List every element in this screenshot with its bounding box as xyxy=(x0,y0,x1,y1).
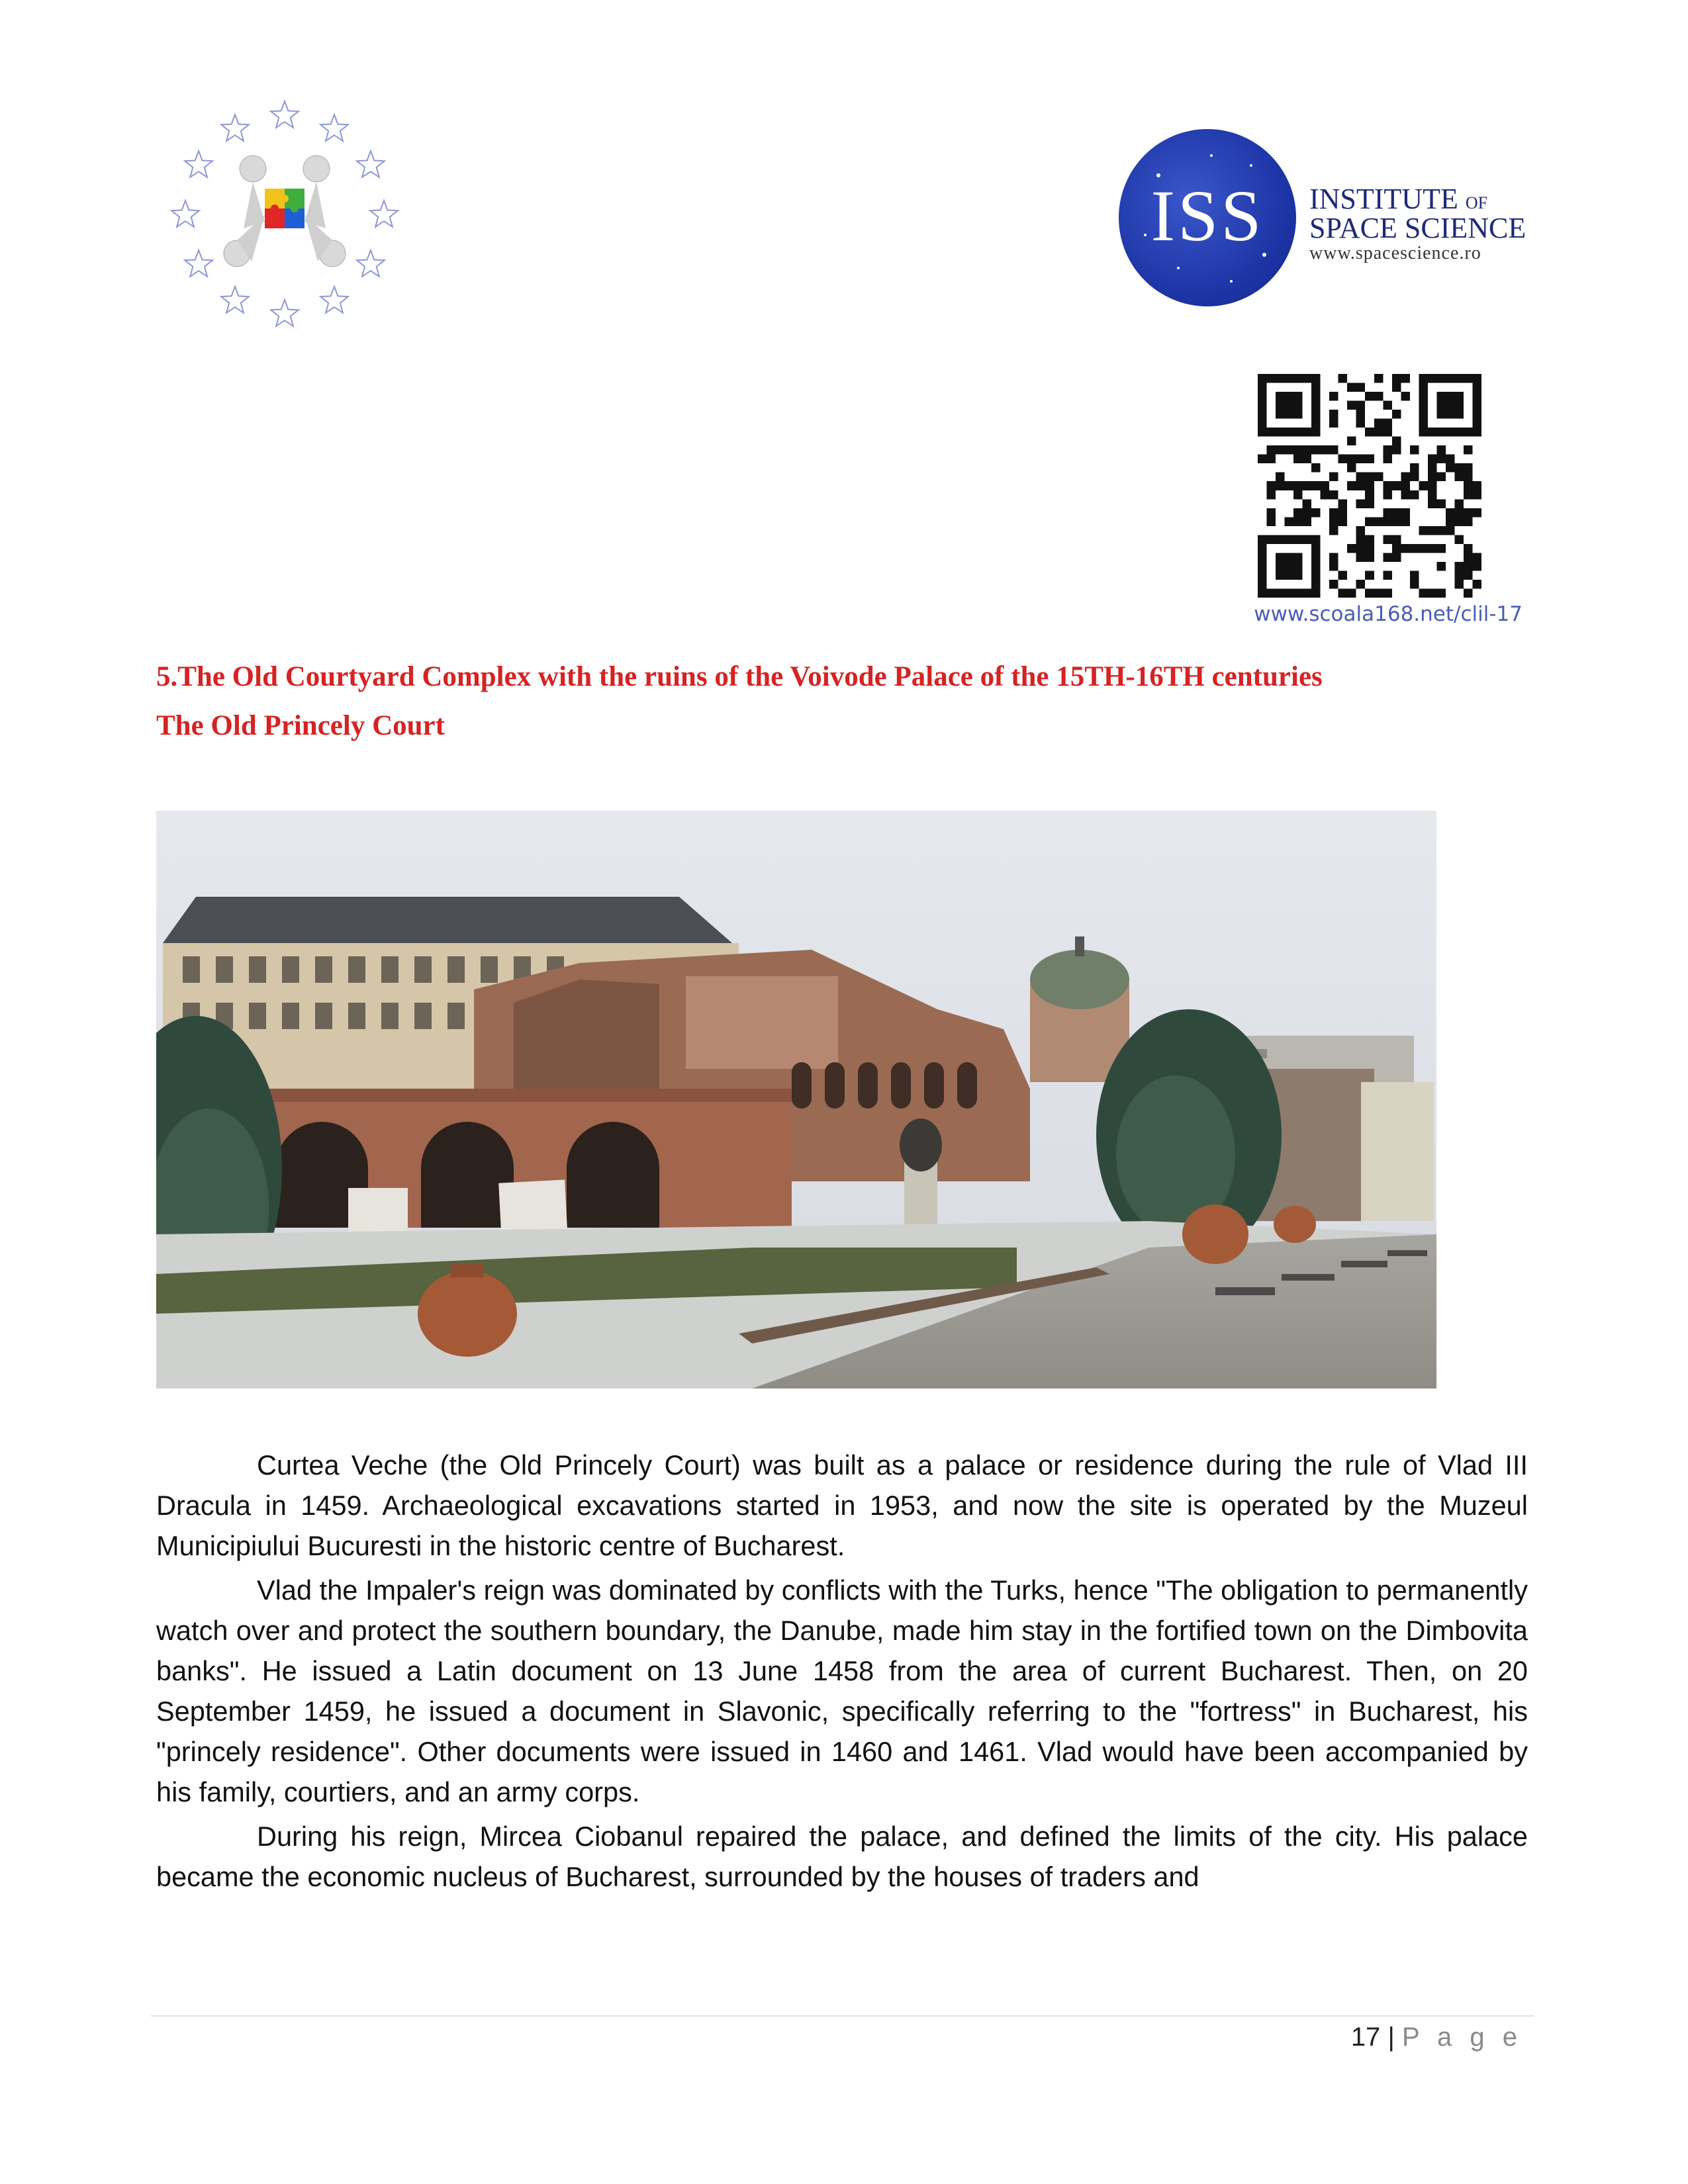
iss-logo-letters: ISS xyxy=(1150,175,1264,256)
old-princely-court-photo xyxy=(156,811,1436,1388)
iss-logo xyxy=(1119,129,1542,308)
paragraph: Vlad the Impaler's reign was dominated by conflicts with the Turks, hence "The obligation to permanently watch over and protect the southern boundary, the Danube, made him stay in the fortified town on the Dimbovita banks". He issued a Latin document on 13 June 1458 from the area of current Bucharest. Then, on 20 September 1459, he issued a document in Slavonic, specifically referring to the "fortress" in Bucharest, his "princely residence". Other documents were issued in 1460 and 1461. Vlad would have been accompanied by his family, courtiers, and an army corps. xyxy=(156,1574,1528,1807)
iss-logo-line2: SPACE SCIENCE xyxy=(1309,212,1526,244)
body-text xyxy=(156,1445,1528,1901)
footer-divider xyxy=(151,2015,1534,2017)
iss-logo-line1: INSTITUTE OF xyxy=(1309,183,1488,215)
paragraph: During his reign, Mircea Ciobanul repaired the palace, and defined the limits of the city. His palace became the economic nucleus of Bucharest, surrounded by the houses of traders and xyxy=(156,1821,1528,1892)
page-footer xyxy=(1258,2023,1523,2052)
section-subheading: The Old Princely Court xyxy=(156,710,445,741)
qr-caption-link[interactable]: www.scoala168.net/clil-17 xyxy=(1254,602,1523,626)
project-logo xyxy=(165,96,404,334)
page-number: 17 xyxy=(1350,2023,1381,2052)
paragraph: Curtea Veche (the Old Princely Court) was built as a palace or residence during the rule of Vlad III Dracula in 1459. Archaeological excavations started in 1953, and now the site is operated by the Muzeul Municipiului Bucuresti in the historic centre of Bucharest. xyxy=(156,1449,1528,1561)
iss-logo-url: www.spacescience.ro xyxy=(1309,243,1481,263)
page-label: P a g e xyxy=(1401,2023,1523,2052)
section-heading: 5.The Old Courtyard Complex with the ruins of the Voivode Palace of the 15TH-16TH centuries xyxy=(156,661,1323,692)
page-separator: | xyxy=(1387,2023,1395,2052)
qr-code[interactable] xyxy=(1258,374,1481,598)
